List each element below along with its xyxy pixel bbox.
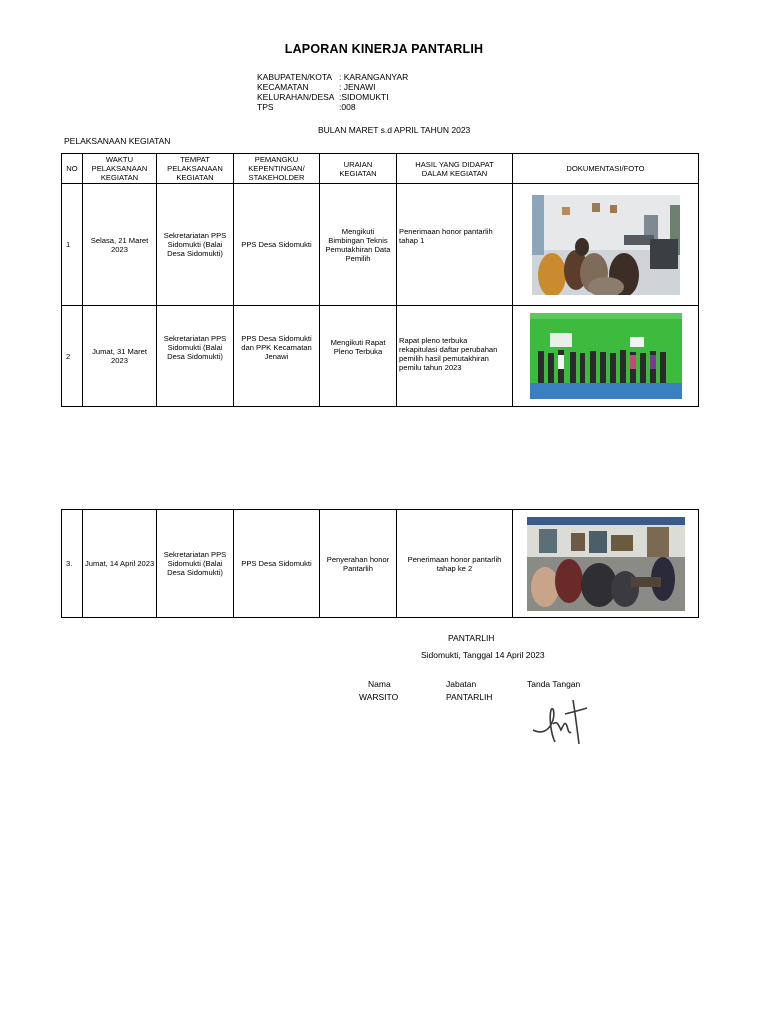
activity-table [61,153,699,407]
row-documentation [513,510,699,618]
row-place: Sekretariatan PPS Sidomukti (Balai Desa Sidomukti) [157,184,234,306]
row-result: Penerimaan honor pantarlih tahap ke 2 [397,510,513,618]
meta-value: : KARANGANYAR [339,72,409,82]
row-result: Penerimaan honor pantarlih tahap 1 [397,184,513,306]
section-title: PELAKSANAAN KEGIATAN [64,136,171,146]
row-result: Rapat pleno terbuka rekapitulasi daftar perubahan pemilih hasil pemutakhiran pemilu tahun 2023 [397,306,513,407]
meta-value: :008 [339,102,356,112]
photo-meeting-room [532,195,680,295]
header-no: NO [62,154,83,184]
header-result: HASIL YANG DIDAPAT DALAM KEGIATAN [397,154,513,184]
photo-group-green-wall [530,313,682,399]
row-no: 3. [62,510,83,618]
footer-name: WARSITO [359,692,399,702]
table-row [62,306,699,407]
row-no: 2 [62,306,83,407]
meta-row [257,72,408,82]
row-description: Mengikuti Bimbingan Teknis Pemutakhiran Data Pemilih [320,184,397,306]
meta-key: TPS [257,102,274,112]
footer-position: PANTARLIH [446,692,493,702]
footer-place-date: Sidomukti, Tanggal 14 April 2023 [421,650,545,660]
row-place: Sekretariatan PPS Sidomukti (Balai Desa Sidomukti) [157,306,234,407]
header-documentation: DOKUMENTASI/FOTO [513,154,699,184]
meta-row [257,92,408,102]
meta-key: KABUPATEN/KOTA [257,72,333,82]
row-time: Selasa, 21 Maret 2023 [83,184,157,306]
row-stakeholder: PPS Desa Sidomukti [234,184,320,306]
row-place: Sekretariatan PPS Sidomukti (Balai Desa Sidomukti) [157,510,234,618]
table-row [62,510,699,618]
table-row [62,184,699,306]
meta-row [257,82,408,92]
row-description: Penyerahan honor Pantarlih [320,510,397,618]
row-documentation [513,184,699,306]
activity-table-continued [61,509,699,618]
row-stakeholder: PPS Desa Sidomukti [234,510,320,618]
header-time: WAKTU PELAKSANAAN KEGIATAN [83,154,157,184]
footer-name-label: Nama [368,679,391,689]
row-documentation [513,306,699,407]
meta-value: :SIDOMUKTI [339,92,389,102]
footer-role: PANTARLIH [448,633,495,643]
table-header-row [62,154,699,184]
photo-honor-handover [527,517,685,611]
meta-key: KELURAHAN/DESA [257,92,335,102]
header-place: TEMPAT PELAKSANAAN KEGIATAN [157,154,234,184]
meta-value: : JENAWI [339,82,376,92]
footer-signature-label: Tanda Tangan [527,679,581,689]
meta-row [257,102,408,112]
report-title: LAPORAN KINERJA PANTARLIH [284,42,484,56]
handwritten-signature [527,690,597,750]
row-description: Mengikuti Rapat Pleno Terbuka [320,306,397,407]
row-time: Jumat, 14 April 2023 [83,510,157,618]
row-no: 1 [62,184,83,306]
report-meta [257,72,408,112]
row-stakeholder: PPS Desa Sidomukti dan PPK Kecamatan Jenawi [234,306,320,407]
meta-key: KECAMATAN [257,82,309,92]
header-stakeholder: PEMANGKU KEPENTINGAN/ STAKEHOLDER [234,154,320,184]
report-period: BULAN MARET s.d APRIL TAHUN 2023 [318,125,471,135]
row-time: Jumat, 31 Maret 2023 [83,306,157,407]
header-description: URAIAN KEGIATAN [320,154,397,184]
footer-position-label: Jabatan [446,679,477,689]
